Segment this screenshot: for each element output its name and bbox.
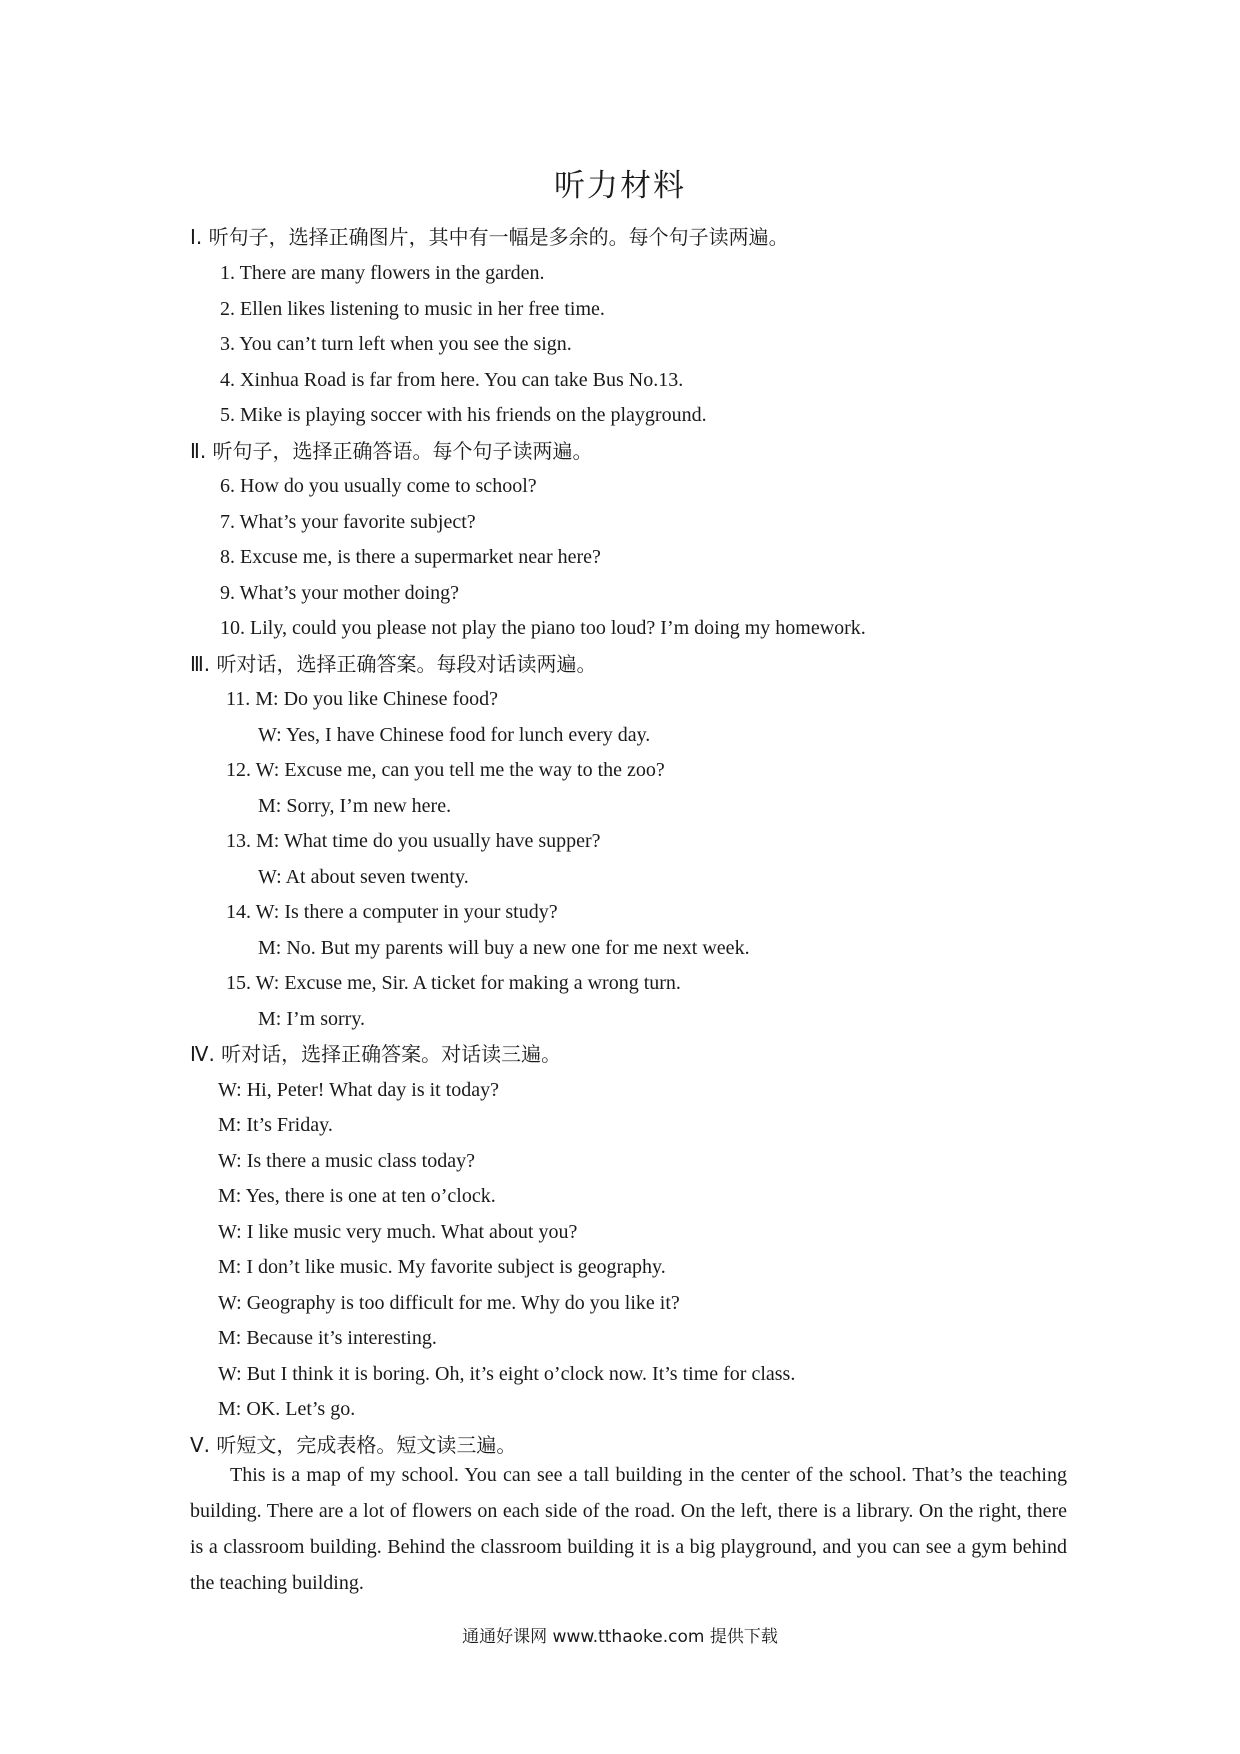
section-1-item: 5. Mike is playing soccer with his friends on the playground. xyxy=(220,404,707,426)
section-2-heading: Ⅱ. 听句子，选择正确答语。每个句子读两遍。 xyxy=(190,439,593,463)
dialogue-question: 14. W: Is there a computer in your study? xyxy=(226,901,558,923)
section-1-item: 3. You can’t turn left when you see the sign. xyxy=(220,333,572,355)
section-1-item: 4. Xinhua Road is far from here. You can take Bus No.13. xyxy=(220,369,684,391)
dialogue-answer: W: Yes, I have Chinese food for lunch every day. xyxy=(258,724,651,746)
dialogue-line: W: But I think it is boring. Oh, it’s eight o’clock now. It’s time for class. xyxy=(218,1363,796,1385)
dialogue-line: W: Is there a music class today? xyxy=(218,1150,475,1172)
dialogue-question: 13. M: What time do you usually have supper? xyxy=(226,830,601,852)
dialogue-line: M: It’s Friday. xyxy=(218,1114,333,1136)
section-4-heading: Ⅳ. 听对话，选择正确答案。对话读三遍。 xyxy=(190,1042,562,1066)
footer-credit: 通通好课网 www.tthaoke.com 提供下载 xyxy=(462,1627,778,1647)
section-5-passage: This is a map of my school. You can see a tall building in the center of the school. That’s the teaching building. There are a lot of flowers on each side of the road. On the left, there is a library. On the right, there is a classroom building. Behind the classroom building it is a big playground, and you can see a gym behind the teaching building. xyxy=(190,1464,1067,1594)
section-1-item: 2. Ellen likes listening to music in her free time. xyxy=(220,298,605,320)
dialogue-answer: M: Sorry, I’m new here. xyxy=(258,795,452,817)
dialogue-answer: W: At about seven twenty. xyxy=(258,866,469,888)
section-1-heading: Ⅰ. 听句子，选择正确图片，其中有一幅是多余的。每个句子读两遍。 xyxy=(190,225,789,249)
dialogue-question: 12. W: Excuse me, can you tell me the way to the zoo? xyxy=(226,759,665,781)
section-5-heading: Ⅴ. 听短文，完成表格。短文读三遍。 xyxy=(190,1433,517,1457)
dialogue-question: 15. W: Excuse me, Sir. A ticket for making a wrong turn. xyxy=(226,972,681,994)
page-title: 听力材料 xyxy=(554,168,686,204)
dialogue-question: 11. M: Do you like Chinese food? xyxy=(226,688,499,710)
dialogue-line: W: I like music very much. What about you? xyxy=(218,1221,578,1243)
section-2-item: 7. What’s your favorite subject? xyxy=(220,511,476,533)
section-1-item: 1. There are many flowers in the garden. xyxy=(220,262,545,284)
dialogue-line: M: I don’t like music. My favorite subject is geography. xyxy=(218,1256,666,1278)
dialogue-line: W: Geography is too difficult for me. Why do you like it? xyxy=(218,1292,680,1314)
dialogue-line: M: OK. Let’s go. xyxy=(218,1398,356,1420)
dialogue-line: M: Yes, there is one at ten o’clock. xyxy=(218,1185,496,1207)
section-2-item: 8. Excuse me, is there a supermarket near here? xyxy=(220,546,601,568)
dialogue-answer: M: I’m sorry. xyxy=(258,1008,366,1030)
dialogue-line: M: Because it’s interesting. xyxy=(218,1327,437,1349)
dialogue-answer: M: No. But my parents will buy a new one for me next week. xyxy=(258,937,750,959)
section-2-item: 6. How do you usually come to school? xyxy=(220,475,537,497)
section-2-item: 10. Lily, could you please not play the piano too loud? I’m doing my homework. xyxy=(220,617,866,639)
section-3-heading: Ⅲ. 听对话，选择正确答案。每段对话读两遍。 xyxy=(190,652,597,676)
section-2-item: 9. What’s your mother doing? xyxy=(220,582,460,604)
dialogue-line: W: Hi, Peter! What day is it today? xyxy=(218,1079,500,1101)
